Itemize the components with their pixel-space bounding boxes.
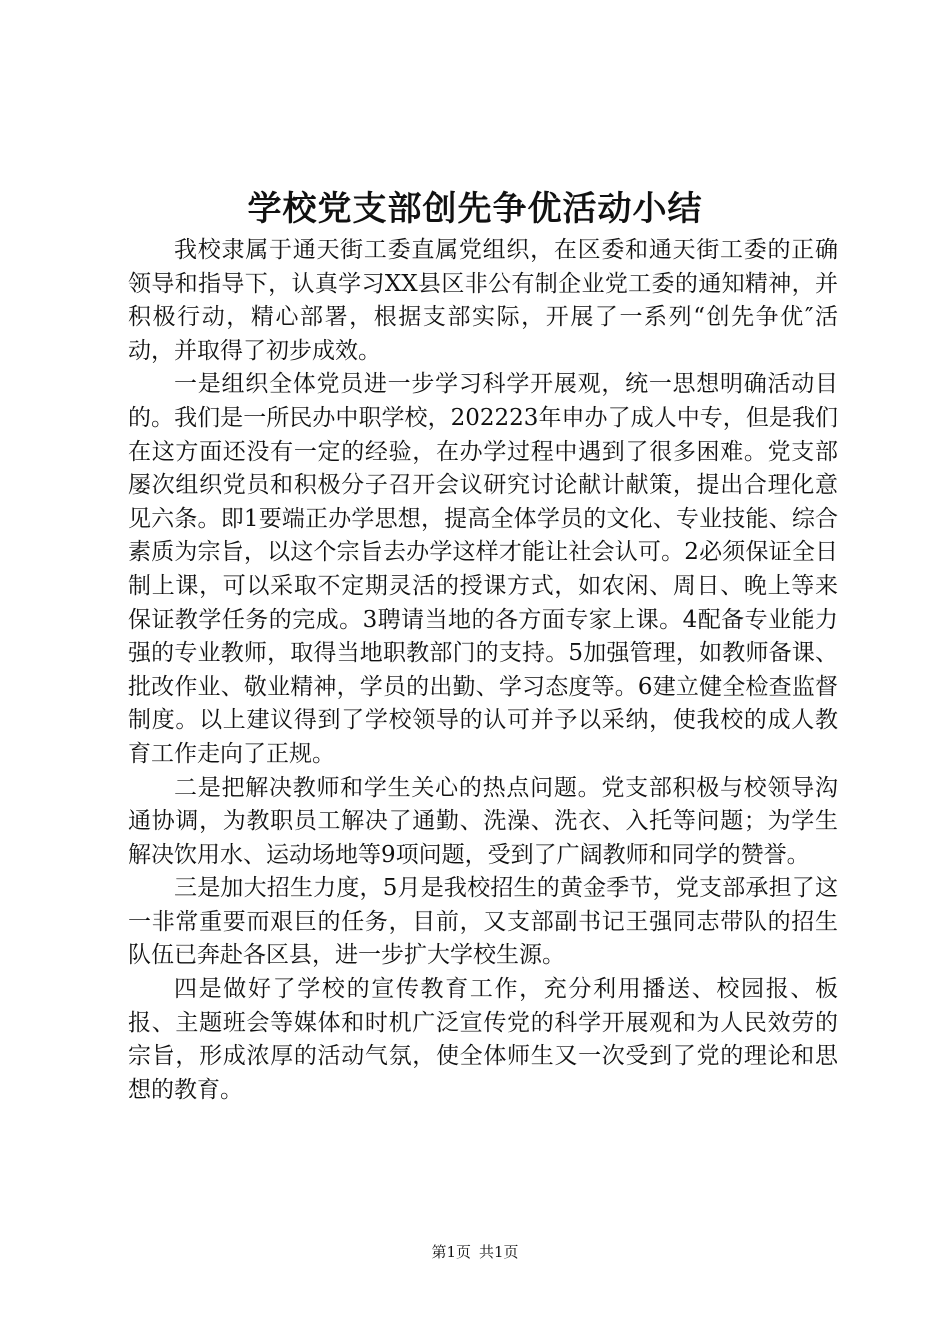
document-title: 学校党支部创先争优活动小结 [247, 189, 703, 229]
paragraph-one: 一是组织全体党员进一步学习科学开展观，统一思想明确活动目的。我们是一所民办中职学校，202223年申办了成人中专，但是我们在这方面还没有一定的经验，在办学过程中遇到了很多困难。党支部屡次组织党员和积极分子召开会议研究讨论献计献策，提出合理化意见六条。即1要端正办学思想，提高全体学员的文化、专业技能、综合素质为宗旨，以这个宗旨去办学这样才能让社会认可。2必须保证全日制上课，可以采取不定期灵活的授课方式，如农闲、周日、晚上等来保证教学任务的完成。3聘请当地的各方面专家上课。4配备专业能力强的专业教师，取得当地职教部门的支持。5加强管理，如教师备课、批改作业、敬业精神，学员的出勤、学习态度等。6建立健全检查监督制度。以上建议得到了学校领导的认可并予以采纳，使我校的成人教育工作走向了正规。 [128, 371, 838, 767]
paragraph-three: 三是加大招生力度，5月是我校招生的黄金季节，党支部承担了这一非常重要而艰巨的任务，目前，又支部副书记王强同志带队的招生队伍已奔赴各区县，进一步扩大学校生源。 [128, 875, 838, 969]
page-total: 共1页 [479, 1243, 519, 1261]
page-footer [0, 1242, 950, 1262]
document-body [128, 234, 838, 1107]
paragraph-intro: 我校隶属于通天街工委直属党组织，在区委和通天街工委的正确领导和指导下，认真学习XX县区非公有制企业党工委的通知精神，并积极行动，精心部署，根据支部实际，开展了一系列“创先争优″活动，并取得了初步成效。 [128, 237, 838, 364]
paragraph-four: 四是做好了学校的宣传教育工作，充分利用播送、校园报、板报、主题班会等媒体和时机广泛宣传党的科学开展观和为人民效劳的宗旨，形成浓厚的活动气氛，使全体师生又一次受到了党的理论和思想的教育。 [128, 976, 838, 1103]
paragraph-two: 二是把解决教师和学生关心的热点问题。党支部积极与校领导沟通协调，为教职员工解决了通勤、洗澡、洗衣、入托等问题；为学生解决饮用水、运动场地等9项问题，受到了广阔教师和同学的赞誉。 [128, 774, 838, 868]
page-number: 第1页 [431, 1243, 471, 1261]
